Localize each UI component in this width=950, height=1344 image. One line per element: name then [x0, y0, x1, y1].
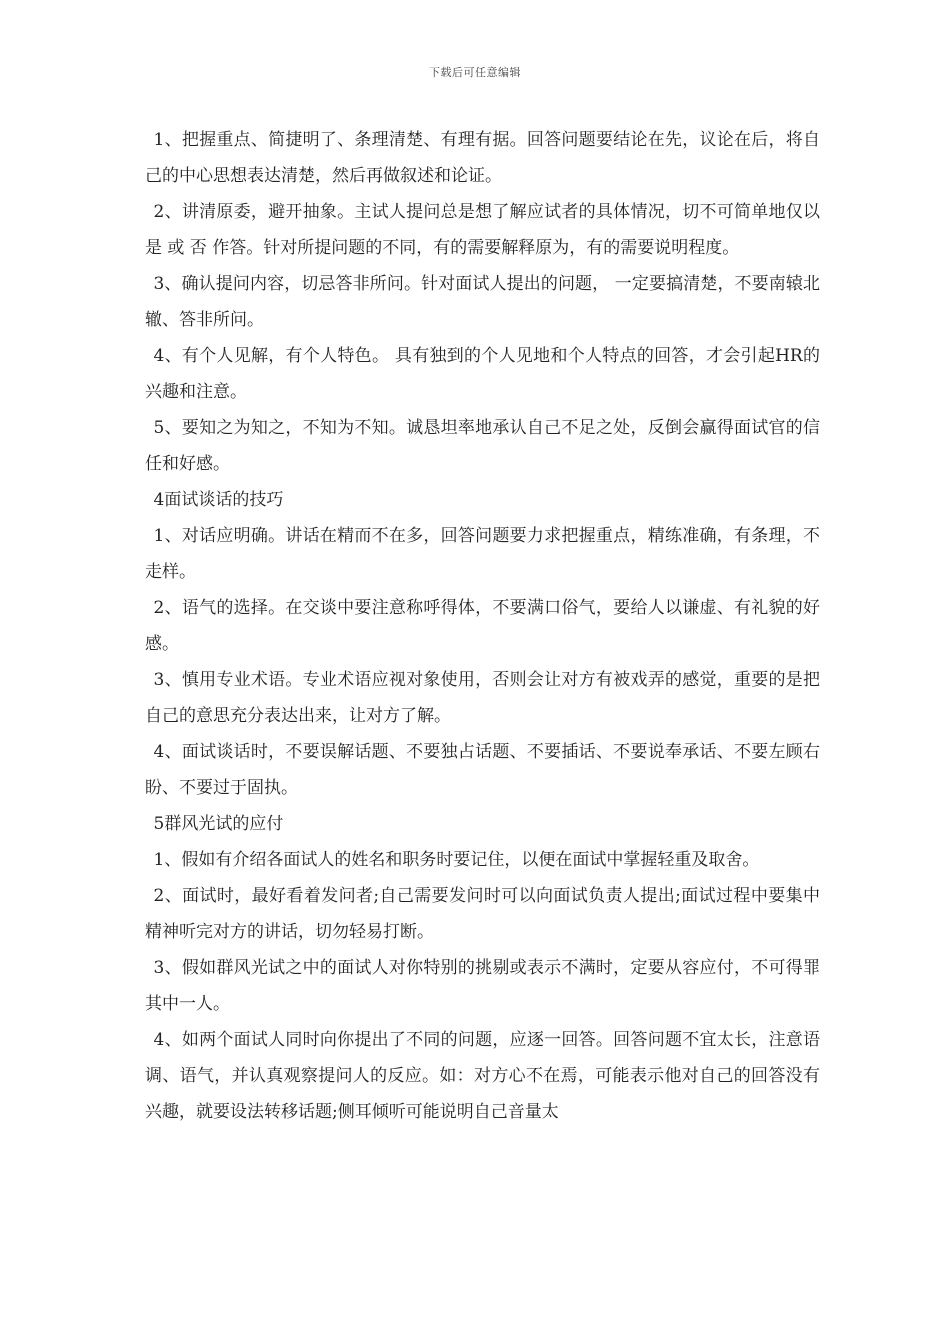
paragraph: 2、语气的选择。在交谈中要注意称呼得体，不要满口俗气，要给人以谦虚、有礼貌的好感。: [145, 598, 820, 654]
paragraph: 3、慎用专业术语。专业术语应视对象使用，否则会让对方有被戏弄的感觉，重要的是把自己的意思充分表达出来，让对方了解。: [145, 670, 820, 726]
paragraph: 2、面试时，最好看着发问者;自己需要发问时可以向面试负责人提出;面试过程中要集中精神听完对方的讲话，切勿轻易打断。: [145, 886, 820, 942]
paragraph: 1、把握重点、简捷明了、条理清楚、有理有据。回答问题要结论在先，议论在后，将自己的中心思想表达清楚，然后再做叙述和论证。: [145, 130, 820, 186]
paragraph: 1、对话应明确。讲话在精而不在多，回答问题要力求把握重点，精练准确，有条理，不走样。: [145, 526, 820, 582]
paragraph: 3、假如群风光试之中的面试人对你特别的挑剔或表示不满时，定要从容应付，不可得罪其中一人。: [145, 958, 820, 1014]
paragraph: 4、如两个面试人同时向你提出了不同的问题，应逐一回答。回答问题不宜太长，注意语调、语气，并认真观察提问人的反应。如：对方心不在焉，可能表示他对自己的回答没有兴趣，就要设法转移话题;侧耳倾听可能说明自己音量太: [145, 1030, 820, 1122]
document-body: [145, 122, 820, 1130]
paragraph: 4、有个人见解，有个人特色。 具有独到的个人见地和个人特点的回答，才会引起HR的兴趣和注意。: [145, 346, 820, 402]
paragraph: 1、假如有介绍各面试人的姓名和职务时要记住，以便在面试中掌握轻重及取舍。: [153, 850, 760, 870]
page-header: 下载后可任意编辑: [429, 66, 521, 79]
paragraph: 2、讲清原委，避开抽象。主试人提问总是想了解应试者的具体情况，切不可简单地仅以 是 或 否 作答。针对所提问题的不同，有的需要解释原为，有的需要说明程度。: [145, 202, 820, 258]
paragraph: 4、面试谈话时，不要误解话题、不要独占话题、不要插话、不要说奉承话、不要左顾右盼、不要过于固执。: [145, 742, 820, 798]
section-heading: 4面试谈话的技巧: [153, 490, 284, 510]
section-heading: 5群风光试的应付: [153, 814, 284, 834]
paragraph: 3、确认提问内容，切忌答非所问。针对面试人提出的问题， 一定要搞清楚，不要南辕北辙、答非所问。: [145, 274, 820, 330]
paragraph: 5、要知之为知之，不知为不知。诚恳坦率地承认自己不足之处，反倒会赢得面试官的信任和好感。: [145, 418, 820, 474]
